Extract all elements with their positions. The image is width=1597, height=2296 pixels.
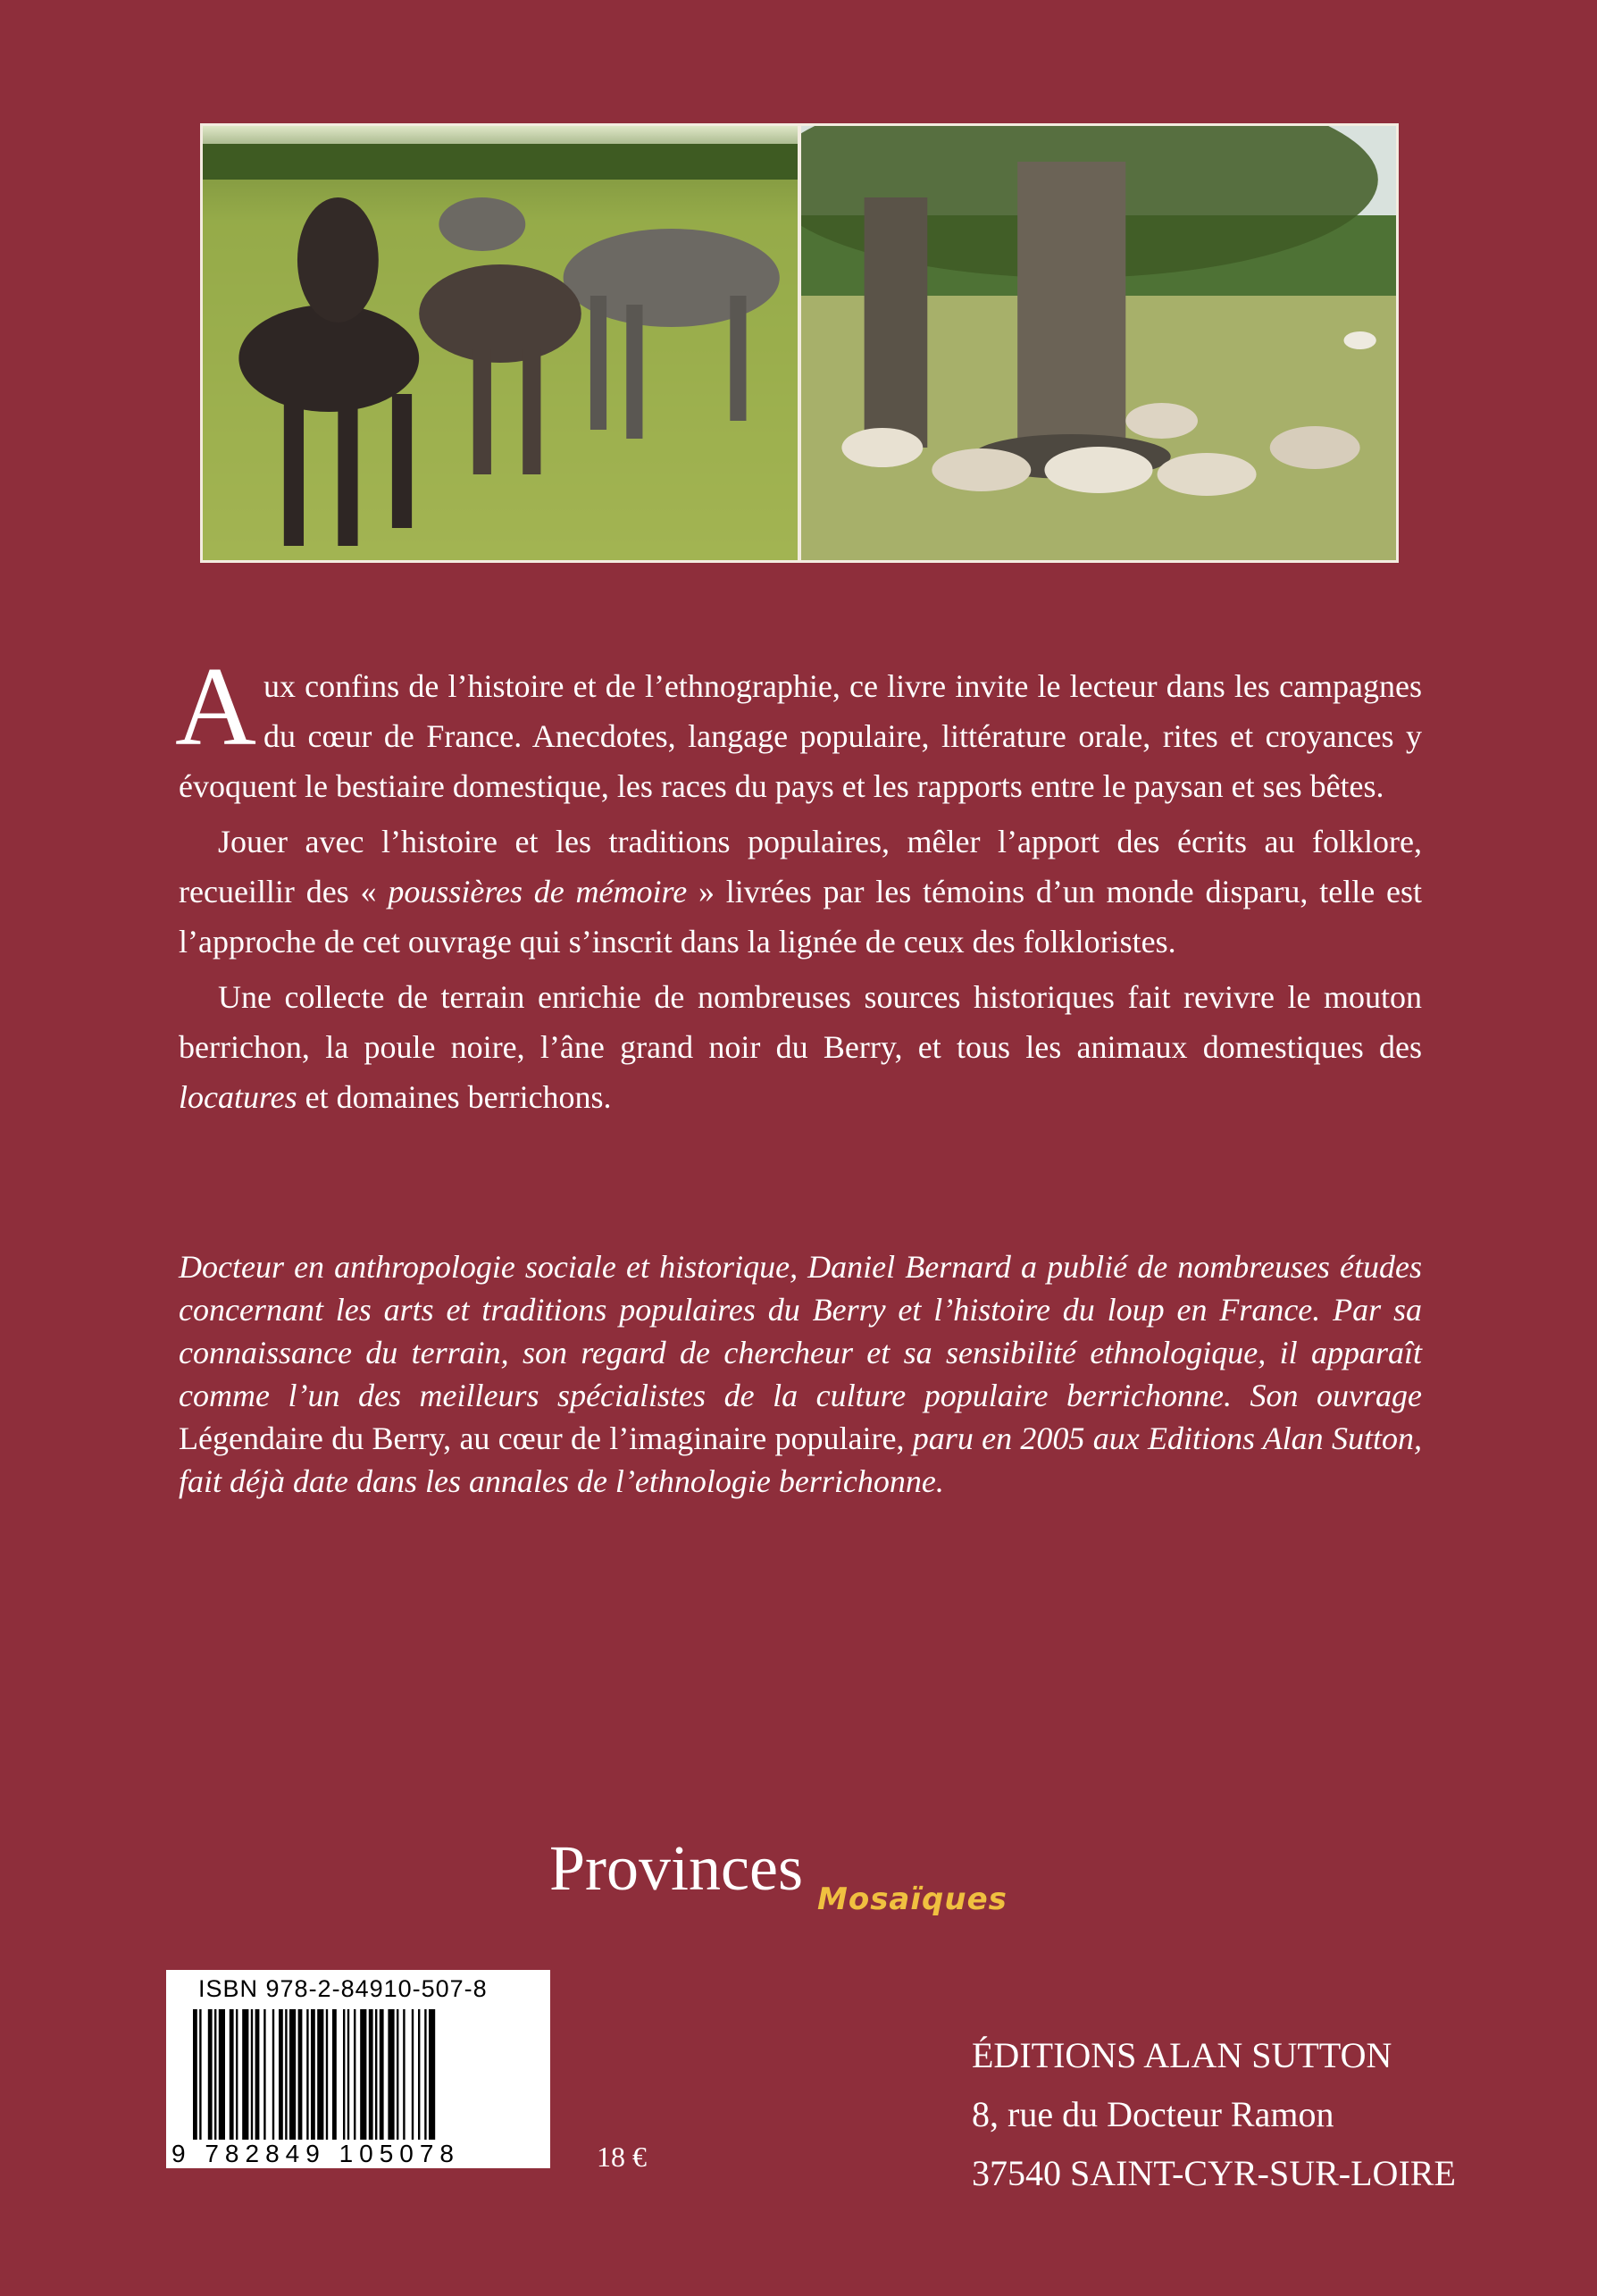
barcode-bar bbox=[285, 2009, 287, 2140]
barcode-bar bbox=[311, 2009, 315, 2140]
barcode-bar bbox=[193, 2009, 197, 2140]
publisher-city: 37540 SAINT-CYR-SUR-LOIRE bbox=[972, 2153, 1456, 2193]
barcode-bar bbox=[360, 2009, 366, 2140]
barcode-bar bbox=[317, 2009, 323, 2140]
ean-digits: 9 782849 105078 bbox=[171, 2140, 460, 2167]
blurb-paragraph-2: Jouer avec l’histoire et les traditions populaires, mêler l’apport des écrits au folklore, recueillir des « poussières de mémoire » livrées par les témoins d’un monde disparu, telle est l’approche de cet ouvrage qui s’inscrit dans la lignée de ceux des folkloristes. bbox=[179, 824, 1422, 959]
series-subname: Mosaïques bbox=[817, 1881, 1008, 1917]
blurb-paragraph-3: Une collecte de terrain enrichie de nombreuses sources historiques fait revivre le mouton berrichon, la poule noire, l’âne grand noir du Berry, et tous les animaux domestiques des locatures et domaines berrichons. bbox=[179, 979, 1422, 1115]
barcode-bar bbox=[332, 2009, 337, 2140]
photo-strip bbox=[200, 123, 1399, 563]
blurb-paragraph-1: Aux confins de l’histoire et de l’ethnographie, ce livre invite le lecteur dans les campagnes du cœur de France. Anecdotes, langage populaire, littérature orale, rites et croyances y évoquent le bestiaire domestique, les races du pays et les rapports entre le paysan et ses bêtes. bbox=[175, 645, 1422, 804]
barcode-bar bbox=[298, 2009, 303, 2140]
book-title: Légendaire du Berry, au cœur de l’imaginaire populaire, bbox=[179, 1420, 905, 1456]
publisher-street: 8, rue du Docteur Ramon bbox=[972, 2094, 1334, 2134]
barcode-bar bbox=[208, 2009, 213, 2140]
series-name: Provinces bbox=[549, 1832, 803, 1904]
barcode-bar bbox=[263, 2009, 265, 2140]
barcode-bar bbox=[403, 2009, 405, 2140]
barcode-bar bbox=[219, 2009, 225, 2140]
donkeys-photo bbox=[203, 126, 798, 560]
series-logo bbox=[549, 1831, 1085, 1939]
barcode-bar bbox=[251, 2009, 253, 2140]
barcode-bar bbox=[424, 2009, 426, 2140]
sheep-photo bbox=[801, 126, 1396, 560]
barcode-bar bbox=[289, 2009, 296, 2140]
barcode-bar bbox=[354, 2009, 355, 2140]
author-bio: Docteur en anthropologie sociale et historique, Daniel Bernard a publié de nombreuses études concernant les arts et traditions populaires du Berry et l’histoire du loup en France. Par sa connaissance du terrain, son regard de chercheur et sa sensibilité ethnologique, il apparaît comme l’un des meilleurs spécialistes de la culture populaire berrichonne. Son ouvrage Légendaire du Berry, au cœur de l’imaginaire populaire, paru en 2005 aux Editions Alan Sutton, fait déjà date dans les annales de l’ethnologie berrichonne. bbox=[179, 1249, 1422, 1499]
barcode-bar bbox=[199, 2009, 201, 2140]
barcode-bars bbox=[193, 2009, 523, 2140]
barcode bbox=[166, 1970, 550, 2168]
barcode-bar bbox=[380, 2009, 384, 2140]
barcode-bar bbox=[272, 2009, 274, 2140]
barcode-bar bbox=[343, 2009, 345, 2140]
barcode-bar bbox=[412, 2009, 414, 2140]
barcode-bar bbox=[418, 2009, 420, 2140]
barcode-bar bbox=[429, 2009, 435, 2140]
barcode-bar bbox=[375, 2009, 377, 2140]
blurb bbox=[175, 645, 1422, 1127]
barcode-bar bbox=[255, 2009, 260, 2140]
barcode-bar bbox=[242, 2009, 248, 2140]
price: 18 € bbox=[597, 2141, 647, 2173]
barcode-bar bbox=[369, 2009, 373, 2140]
drop-cap: A bbox=[175, 645, 256, 769]
barcode-bar bbox=[236, 2009, 238, 2140]
barcode-bar bbox=[279, 2009, 283, 2140]
publisher-address bbox=[972, 2026, 1456, 2203]
isbn-text: ISBN 978-2-84910-507-8 bbox=[198, 1975, 488, 2002]
barcode-bar bbox=[397, 2009, 398, 2140]
barcode-bar bbox=[230, 2009, 234, 2140]
publisher-name: ÉDITIONS ALAN SUTTON bbox=[972, 2035, 1392, 2075]
barcode-bar bbox=[326, 2009, 328, 2140]
barcode-bar bbox=[388, 2009, 394, 2140]
barcode-bar bbox=[214, 2009, 216, 2140]
barcode-bar bbox=[347, 2009, 349, 2140]
barcode-bar bbox=[306, 2009, 308, 2140]
